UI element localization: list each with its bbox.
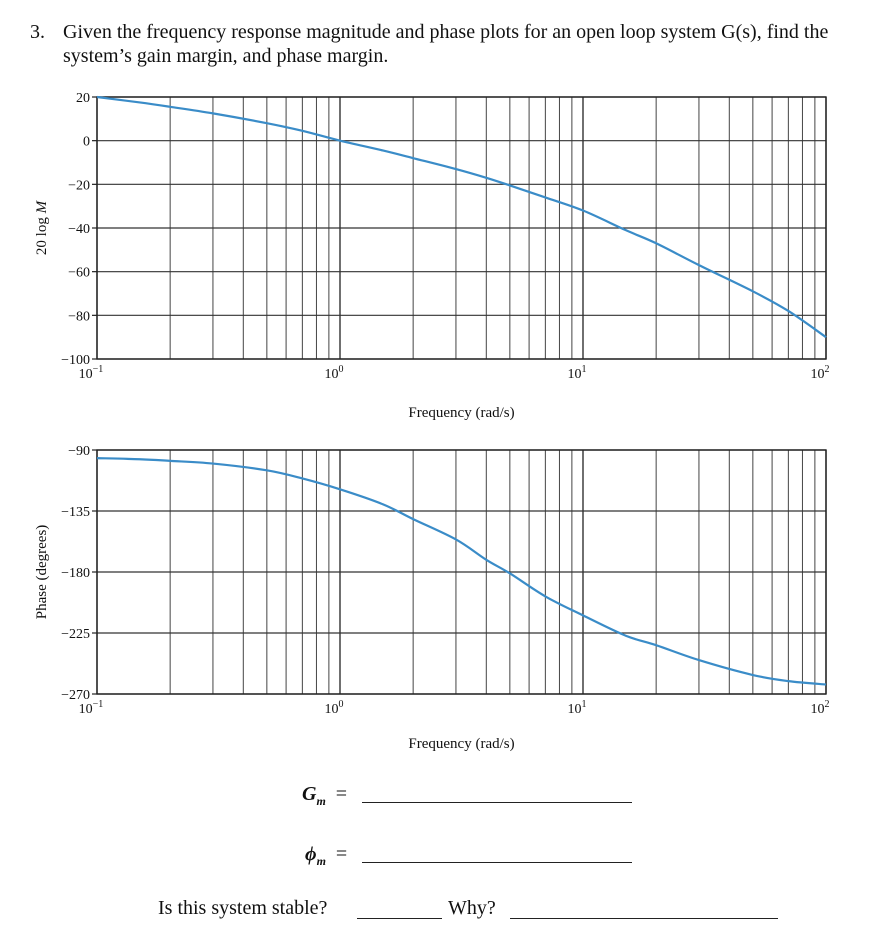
y-tick-label: 0 — [83, 134, 90, 150]
y-tick-label: −80 — [68, 309, 90, 325]
x-tick-label: $10^0$ — [324, 699, 344, 717]
x-tick-label: $10^{-1}$ — [78, 699, 104, 717]
y-tick-label: −100 — [61, 353, 90, 368]
y-tick-label: 20 — [76, 91, 90, 106]
phase-margin-symbol: ϕ — [305, 843, 317, 865]
x-tick-label: $10^2$ — [810, 364, 830, 382]
phase-margin-blank[interactable] — [362, 862, 632, 863]
x-tick-label: $10^0$ — [324, 364, 344, 382]
gain-margin-blank[interactable] — [362, 802, 632, 803]
x-axis-title: Frequency (rad/s) — [408, 405, 515, 421]
y-tick-label: −20 — [68, 178, 90, 194]
question-text: Given the frequency response magnitude and phase plots for an open loop system G(s), find the system’s gain margin, and phase margin. — [63, 21, 829, 67]
y-tick-label: −135 — [61, 505, 90, 520]
y-tick-label: −225 — [61, 627, 90, 642]
y-tick-label: −180 — [61, 566, 90, 581]
gain-margin-symbol: G — [302, 783, 317, 805]
phase-margin-label — [305, 843, 347, 869]
gain-margin-label — [302, 783, 347, 809]
question-number: 3. — [30, 21, 45, 43]
x-tick-label: $10^1$ — [567, 364, 587, 382]
y-tick-label: −270 — [61, 688, 90, 703]
stability-blank[interactable] — [357, 918, 442, 919]
y-axis-title: 20 log M — [34, 200, 50, 256]
y-axis-title: Phase (degrees) — [34, 524, 50, 620]
gain-margin-subscript: m — [316, 794, 326, 808]
stability-question: Is this system stable? — [158, 897, 328, 919]
y-tick-label: −90 — [68, 444, 90, 459]
phase-margin-subscript: m — [316, 854, 326, 868]
x-tick-label: $10^2$ — [810, 699, 830, 717]
gain-margin-equals: = — [335, 783, 348, 805]
x-axis-title: Frequency (rad/s) — [408, 736, 515, 752]
why-blank[interactable] — [510, 918, 778, 919]
y-tick-label: −60 — [68, 265, 90, 281]
why-label: Why? — [448, 897, 496, 919]
x-tick-label: $10^{-1}$ — [78, 364, 104, 382]
x-tick-label: $10^1$ — [567, 699, 587, 717]
y-tick-label: −40 — [68, 222, 90, 237]
phase-margin-equals: = — [335, 843, 348, 865]
